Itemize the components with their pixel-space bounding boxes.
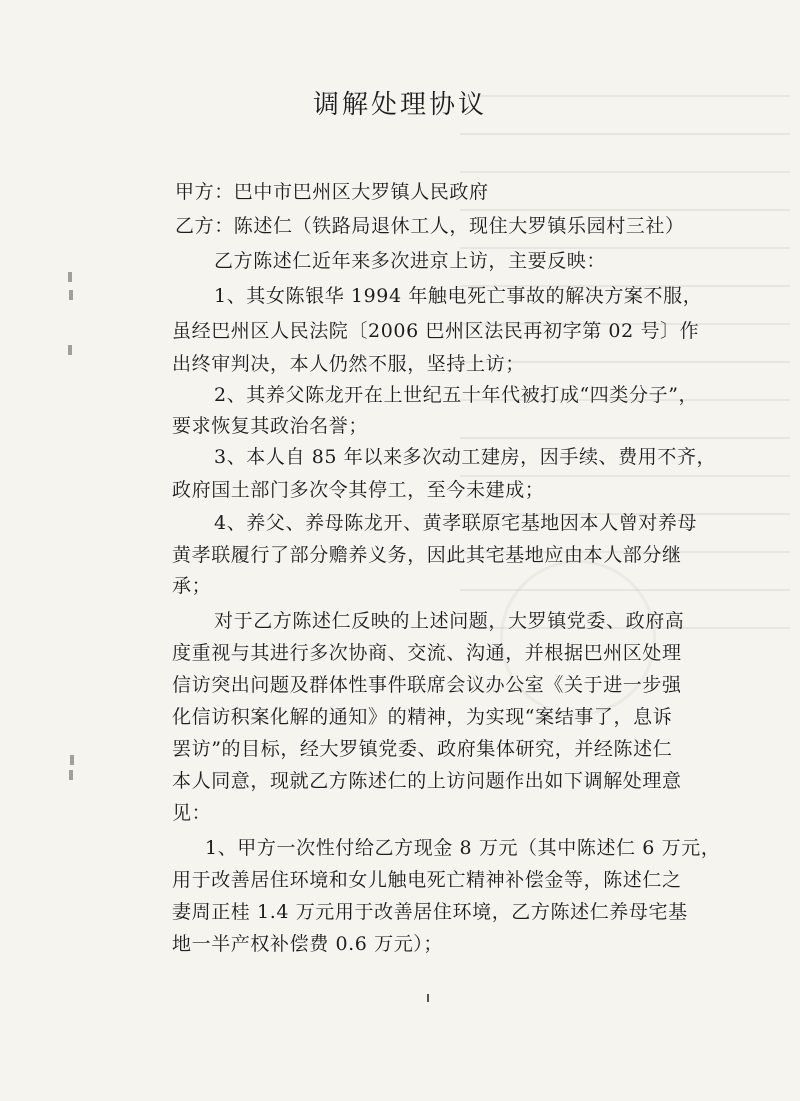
paragraph-line: 出终审判决，本人仍然不服，坚持上访； [172, 353, 525, 375]
paragraph-line: 2、其养父陈龙开在上世纪五十年代被打成“四类分子”， [214, 384, 699, 406]
paragraph-line: 虽经巴州区人民法院〔2006 巴州区法民再初字第 02 号〕作 [172, 320, 700, 342]
paragraph-line: 对于乙方陈述仁反映的上述问题，大罗镇党委、政府高 [214, 610, 685, 632]
document-title: 调解处理协议 [312, 90, 487, 120]
paragraph-line: 罢访”的目标，经大罗镇党委、政府集体研究，并经陈述仁 [172, 738, 673, 760]
paragraph-line: 承； [172, 575, 212, 597]
paragraph-line: 3、本人自 85 年以来多次动工建房，因手续、费用不齐， [214, 446, 717, 468]
paragraph-line: 黄孝联履行了部分赡养义务，因此其宅基地应由本人部分继 [172, 544, 682, 566]
paragraph-line: 信访突出问题及群体性事件联席会议办公室《关于进一步强 [172, 674, 682, 696]
paragraph-line: 度重视与其进行多次协商、交流、沟通，并根据巴州区处理 [172, 642, 682, 664]
paragraph-line: 4、养父、养母陈龙开、黄孝联原宅基地因本人曾对养母 [214, 512, 698, 534]
binding-hole-marks [58, 250, 88, 810]
paragraph-line: 1、其女陈银华 1994 年触电死亡事故的解决方案不服， [214, 285, 703, 307]
paragraph-line: 政府国土部门多次令其停工，至今未建成； [172, 479, 545, 501]
paragraph-line: 要求恢复其政治名誉； [172, 415, 369, 437]
paragraph-line: 乙方陈述仁近年来多次进京上访，主要反映： [214, 250, 607, 272]
party-a-line: 甲方：巴中市巴州区大罗镇人民政府 [175, 181, 489, 203]
paragraph-line: 妻周正桂 1.4 万元用于改善居住环境，乙方陈述仁养母宅基 [172, 901, 688, 923]
paragraph-line: 见： [172, 802, 212, 824]
paragraph-line: 1、甲方一次性付给乙方现金 8 万元（其中陈述仁 6 万元， [205, 837, 721, 859]
party-b-line: 乙方：陈述仁（铁路局退休工人，现住大罗镇乐园村三社） [175, 215, 685, 237]
paragraph-line: 地一半产权补偿费 0.6 万元）； [172, 933, 443, 955]
paragraph-line: 用于改善居住环境和女儿触电死亡精神补偿金等，陈述仁之 [172, 869, 682, 891]
paragraph-line: 本人同意，现就乙方陈述仁的上访问题作出如下调解处理意 [172, 770, 682, 792]
paragraph-line: 化信访积案化解的通知》的精神，为实现“案结事了，息诉 [172, 706, 673, 728]
scan-speck [427, 994, 429, 1002]
